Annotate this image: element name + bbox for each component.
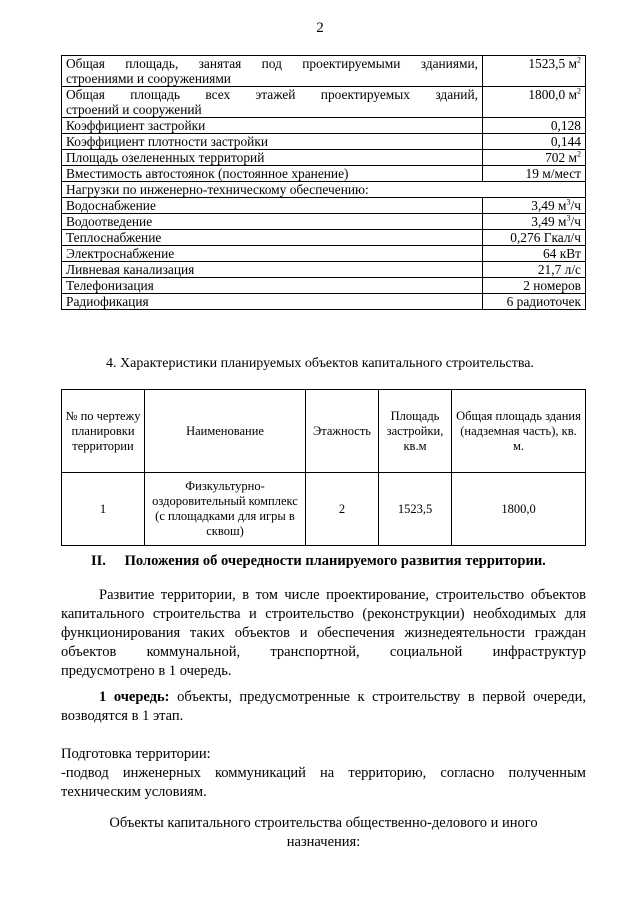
- section-row-label: Нагрузки по инженерно-техническому обеспечению:: [62, 182, 586, 198]
- cell-floors: 2: [306, 473, 379, 546]
- parameter-value: [483, 278, 586, 294]
- unit-suffix: /ч: [570, 214, 581, 229]
- parameter-label: Вместимость автостоянок (постоянное хранение): [62, 166, 483, 182]
- col-header-number: № по чертежу планировки территории: [62, 390, 145, 473]
- parameter-label-line: строений и сооружений: [66, 102, 202, 117]
- paragraph-line: капитального строительства и строительство (реконструкции) необходимых для: [61, 606, 586, 622]
- cell-name: Физкультурно-оздоровительный комплекс (с площадками для игры в сквош): [145, 473, 306, 546]
- table-row: [62, 278, 586, 294]
- parameter-label: Ливневая канализация: [62, 262, 483, 278]
- table-row: [62, 182, 586, 198]
- paragraph-development: [61, 586, 586, 681]
- paragraph-capital-objects: [61, 814, 586, 852]
- parameter-value: [483, 198, 586, 214]
- unit-superscript: 3: [566, 197, 571, 207]
- parameter-value-text: 0,144: [550, 134, 581, 149]
- paragraph-line: -подвод инженерных коммуникаций на территорию, согласно полученным: [61, 765, 586, 781]
- table-row: [62, 294, 586, 310]
- table-row: [62, 166, 586, 182]
- parameter-value-text: 21,7 л/с: [537, 262, 581, 277]
- paragraph-stage-1: [61, 688, 586, 726]
- characteristics-table: [61, 389, 586, 546]
- col-header-name: Наименование: [145, 390, 306, 473]
- table-row: [62, 87, 586, 118]
- paragraph-line: [61, 688, 586, 707]
- section-4-title: 4. Характеристики планируемых объектов капитального строительства.: [106, 356, 534, 371]
- parameter-value: [483, 230, 586, 246]
- table-row: [62, 262, 586, 278]
- table-row: [62, 473, 586, 546]
- parameter-label: Водоотведение: [62, 214, 483, 230]
- paragraph-line: назначения:: [286, 834, 361, 850]
- parameter-value: [483, 294, 586, 310]
- parameter-label: Телефонизация: [62, 278, 483, 294]
- stage-1-label: 1 очередь:: [99, 689, 170, 705]
- parameter-value: [483, 134, 586, 150]
- parameter-value-text: 3,49 м: [531, 198, 567, 213]
- parameter-value: [483, 262, 586, 278]
- parameter-value-text: 6 радиоточек: [506, 294, 581, 309]
- parameter-value-text: 0,128: [550, 118, 581, 133]
- parameter-label-line: Общая площадь, занятая под проектируемыми зданиями,: [66, 56, 478, 71]
- unit-superscript: 2: [577, 86, 581, 96]
- paragraph-line: техническим условиям.: [61, 784, 207, 800]
- parameter-label: [62, 87, 483, 118]
- parameter-label: Радиофикация: [62, 294, 483, 310]
- parameter-label-line: строениями и сооружениями: [66, 71, 231, 86]
- table-row: [62, 246, 586, 262]
- cell-total-area: 1800,0: [452, 473, 586, 546]
- parameter-value-text: 2 номеров: [523, 278, 581, 293]
- cell-built-area: 1523,5: [379, 473, 452, 546]
- col-header-built-area: Площадь застройки, кв.м: [379, 390, 452, 473]
- parameter-label: Коэффициент застройки: [62, 118, 483, 134]
- cell-number: 1: [62, 473, 145, 546]
- parameter-value: [483, 118, 586, 134]
- table-row: [62, 198, 586, 214]
- parameter-label: Водоснабжение: [62, 198, 483, 214]
- parameter-label-line: Общая площадь всех этажей проектируемых зданий,: [66, 87, 478, 102]
- parameter-value-text: 0,276 Гкал/ч: [510, 230, 581, 245]
- section-ii-heading: [91, 553, 546, 570]
- table-row: [62, 118, 586, 134]
- parameter-value: [483, 166, 586, 182]
- parameter-value: [483, 150, 586, 166]
- table-row: [62, 56, 586, 87]
- parameter-value-text: 702 м: [545, 150, 577, 165]
- page-number: 2: [316, 20, 324, 36]
- parameter-value-text: 64 кВт: [542, 246, 581, 261]
- site-preparation-title: Подготовка территории:: [61, 746, 211, 762]
- stage-1-text: объекты, предусмотренные к строительству в первой очереди,: [177, 689, 586, 705]
- parameter-value-text: 19 м/мест: [525, 166, 581, 181]
- parameter-value: [483, 87, 586, 118]
- parameter-label: [62, 56, 483, 87]
- paragraph-line: возводятся в 1 этап.: [61, 708, 184, 724]
- paragraph-line: объектов коммунальной, транспортной, социальной инфраструктур: [61, 644, 586, 660]
- parameters-table: [61, 55, 586, 310]
- paragraph-line: Объекты капитального строительства общественно-делового и иного: [109, 815, 538, 831]
- parameter-value: [483, 56, 586, 87]
- paragraph-line: предусмотрено в 1 очередь.: [61, 663, 232, 679]
- col-header-total-area: Общая площадь здания (надземная часть), кв. м.: [452, 390, 586, 473]
- parameter-label: Теплоснабжение: [62, 230, 483, 246]
- parameter-value: [483, 246, 586, 262]
- col-header-floors: Этажность: [306, 390, 379, 473]
- paragraph-site-preparation: [61, 745, 586, 802]
- table-row: [62, 134, 586, 150]
- parameter-label: Коэффициент плотности застройки: [62, 134, 483, 150]
- table-header-row: [62, 390, 586, 473]
- unit-superscript: 2: [577, 149, 581, 159]
- paragraph-line: Развитие территории, в том числе проектирование, строительство объектов: [99, 587, 586, 603]
- unit-superscript: 3: [566, 213, 571, 223]
- parameter-value-text: 3,49 м: [531, 214, 567, 229]
- parameter-value: [483, 214, 586, 230]
- parameter-value-text: 1800,0 м: [528, 87, 577, 102]
- unit-suffix: /ч: [570, 198, 581, 213]
- section-ii-title: Положения об очередности планируемого развития территории.: [124, 553, 546, 569]
- table-row: [62, 214, 586, 230]
- parameter-value-text: 1523,5 м: [528, 56, 577, 71]
- unit-superscript: 2: [577, 55, 581, 65]
- table-row: [62, 150, 586, 166]
- section-ii-number: II.: [91, 553, 106, 569]
- parameter-label: Площадь озелененных территорий: [62, 150, 483, 166]
- table-row: [62, 230, 586, 246]
- parameter-label: Электроснабжение: [62, 246, 483, 262]
- paragraph-line: функционирования таких объектов и обеспечения жизнедеятельности граждан: [61, 625, 586, 641]
